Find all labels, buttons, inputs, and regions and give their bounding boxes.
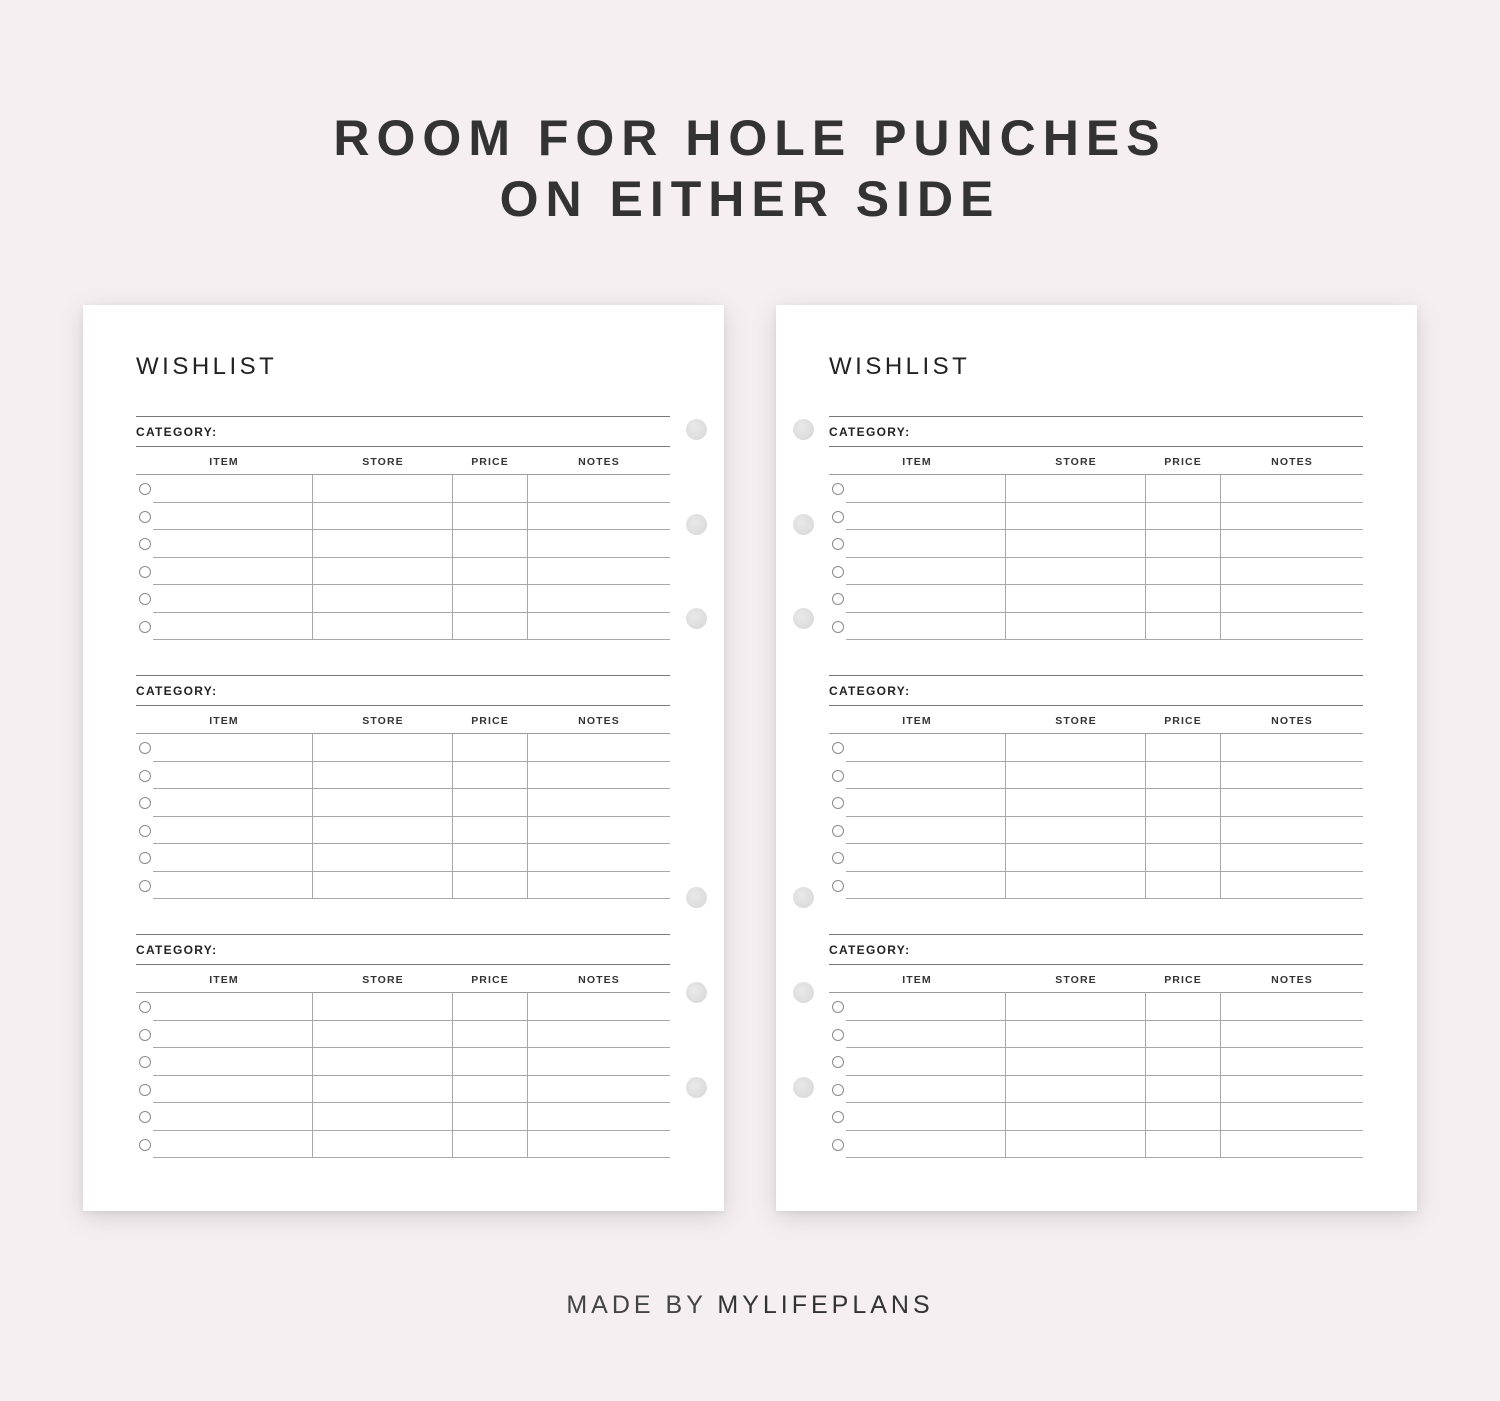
checkbox-circle[interactable] [139, 1056, 151, 1068]
row-rule [153, 788, 670, 789]
column-header-price: PRICE [1164, 456, 1202, 468]
page-title: WISHLIST [136, 353, 278, 380]
planner-page-right [776, 305, 1417, 1211]
checkbox-circle[interactable] [139, 797, 151, 809]
row-rule [153, 761, 670, 762]
category-section [136, 934, 670, 1159]
checkbox-circle[interactable] [832, 797, 844, 809]
row-rule [153, 898, 670, 899]
hole-punch-mark [686, 887, 707, 908]
column-header-store: STORE [362, 456, 404, 468]
row-rule [153, 584, 670, 585]
row-rule [846, 1102, 1363, 1103]
checkbox-circle[interactable] [139, 825, 151, 837]
hole-punch-mark [793, 887, 814, 908]
checkbox-circle[interactable] [139, 1084, 151, 1096]
column-header-item: ITEM [902, 715, 932, 727]
column-header-notes: NOTES [578, 974, 620, 986]
planner-page-left [83, 305, 724, 1211]
category-bottom-rule [136, 446, 670, 447]
column-divider [527, 474, 528, 639]
column-divider [527, 733, 528, 898]
column-header-notes: NOTES [1271, 715, 1313, 727]
checkbox-circle[interactable] [832, 1084, 844, 1096]
checkbox-circle[interactable] [832, 770, 844, 782]
hole-punch-mark [793, 514, 814, 535]
column-header-notes: NOTES [578, 715, 620, 727]
checkbox-circle[interactable] [139, 852, 151, 864]
row-rule [846, 502, 1363, 503]
checkbox-circle[interactable] [139, 483, 151, 495]
category-label: CATEGORY: [136, 425, 218, 439]
column-header-item: ITEM [209, 456, 239, 468]
checkbox-circle[interactable] [139, 621, 151, 633]
header-bottom-rule [829, 733, 1363, 734]
checkbox-circle[interactable] [832, 1056, 844, 1068]
hole-punch-mark [793, 1077, 814, 1098]
row-rule [846, 639, 1363, 640]
column-divider [452, 733, 453, 898]
hole-punch-mark [686, 514, 707, 535]
column-divider [527, 992, 528, 1157]
column-header-item: ITEM [902, 456, 932, 468]
row-rule [846, 843, 1363, 844]
category-top-rule [829, 416, 1363, 417]
row-rule [153, 871, 670, 872]
row-rule [153, 1075, 670, 1076]
page-title: WISHLIST [829, 353, 971, 380]
row-rule [846, 612, 1363, 613]
checkbox-circle[interactable] [832, 511, 844, 523]
category-bottom-rule [829, 964, 1363, 965]
column-header-price: PRICE [1164, 974, 1202, 986]
category-section [136, 416, 670, 641]
category-top-rule [829, 934, 1363, 935]
column-divider [1145, 992, 1146, 1157]
column-divider [1145, 474, 1146, 639]
row-rule [153, 1020, 670, 1021]
category-label: CATEGORY: [136, 684, 218, 698]
row-rule [153, 529, 670, 530]
column-header-store: STORE [1055, 715, 1097, 727]
column-divider [1005, 474, 1006, 639]
hole-punch-mark [686, 419, 707, 440]
row-rule [846, 1047, 1363, 1048]
hole-punch-mark [793, 608, 814, 629]
hole-punch-mark [686, 1077, 707, 1098]
header-bottom-rule [136, 733, 670, 734]
headline-line-2: ON EITHER SIDE [499, 171, 1001, 227]
column-header-item: ITEM [902, 974, 932, 986]
column-header-price: PRICE [471, 974, 509, 986]
checkbox-circle[interactable] [832, 880, 844, 892]
hole-punch-mark [793, 419, 814, 440]
checkbox-circle[interactable] [139, 880, 151, 892]
column-header-store: STORE [1055, 456, 1097, 468]
header-bottom-rule [829, 474, 1363, 475]
column-divider [1145, 733, 1146, 898]
category-section [136, 675, 670, 900]
checkbox-circle[interactable] [832, 1001, 844, 1013]
row-rule [846, 788, 1363, 789]
headline [0, 108, 1500, 230]
checkbox-circle[interactable] [832, 1111, 844, 1123]
row-rule [846, 898, 1363, 899]
checkbox-circle[interactable] [139, 511, 151, 523]
column-divider [1005, 992, 1006, 1157]
category-bottom-rule [136, 705, 670, 706]
column-header-store: STORE [1055, 974, 1097, 986]
checkbox-circle[interactable] [832, 1029, 844, 1041]
column-divider [452, 474, 453, 639]
checkbox-circle[interactable] [832, 593, 844, 605]
checkbox-circle[interactable] [832, 852, 844, 864]
category-label: CATEGORY: [136, 943, 218, 957]
headline-line-1: ROOM FOR HOLE PUNCHES [333, 110, 1167, 166]
column-divider [312, 733, 313, 898]
column-divider [312, 474, 313, 639]
row-rule [153, 557, 670, 558]
footer-credit [0, 1291, 1500, 1320]
category-label: CATEGORY: [829, 943, 911, 957]
header-bottom-rule [136, 992, 670, 993]
checkbox-circle[interactable] [139, 1139, 151, 1151]
category-section [829, 675, 1363, 900]
hole-punch-mark [793, 982, 814, 1003]
column-divider [312, 992, 313, 1157]
checkbox-circle[interactable] [139, 1111, 151, 1123]
category-bottom-rule [829, 446, 1363, 447]
category-top-rule [136, 934, 670, 935]
column-header-price: PRICE [471, 456, 509, 468]
column-header-notes: NOTES [578, 456, 620, 468]
category-section [829, 934, 1363, 1159]
category-top-rule [829, 675, 1363, 676]
column-header-price: PRICE [1164, 715, 1202, 727]
row-rule [846, 1075, 1363, 1076]
checkbox-circle[interactable] [139, 538, 151, 550]
row-rule [153, 502, 670, 503]
row-rule [846, 1130, 1363, 1131]
row-rule [153, 1130, 670, 1131]
row-rule [153, 816, 670, 817]
row-rule [846, 761, 1363, 762]
row-rule [846, 871, 1363, 872]
header-bottom-rule [136, 474, 670, 475]
column-divider [1220, 474, 1221, 639]
column-header-price: PRICE [471, 715, 509, 727]
column-header-notes: NOTES [1271, 974, 1313, 986]
column-header-store: STORE [362, 715, 404, 727]
row-rule [846, 1020, 1363, 1021]
row-rule [846, 1157, 1363, 1158]
header-bottom-rule [829, 992, 1363, 993]
category-top-rule [136, 416, 670, 417]
column-header-store: STORE [362, 974, 404, 986]
checkbox-circle[interactable] [139, 770, 151, 782]
category-bottom-rule [829, 705, 1363, 706]
checkbox-circle[interactable] [832, 742, 844, 754]
category-label: CATEGORY: [829, 684, 911, 698]
footer-prefix: MADE BY [566, 1291, 707, 1319]
checkbox-circle[interactable] [832, 538, 844, 550]
column-header-notes: NOTES [1271, 456, 1313, 468]
checkbox-circle[interactable] [832, 483, 844, 495]
column-divider [1220, 992, 1221, 1157]
checkbox-circle[interactable] [139, 1029, 151, 1041]
column-divider [452, 992, 453, 1157]
category-label: CATEGORY: [829, 425, 911, 439]
checkbox-circle[interactable] [832, 566, 844, 578]
column-header-item: ITEM [209, 715, 239, 727]
checkbox-circle[interactable] [139, 566, 151, 578]
checkbox-circle[interactable] [139, 593, 151, 605]
category-bottom-rule [136, 964, 670, 965]
hole-punch-mark [686, 608, 707, 629]
row-rule [846, 557, 1363, 558]
checkbox-circle[interactable] [832, 825, 844, 837]
row-rule [153, 639, 670, 640]
column-divider [1220, 733, 1221, 898]
row-rule [153, 1102, 670, 1103]
checkbox-circle[interactable] [832, 1139, 844, 1151]
row-rule [153, 843, 670, 844]
checkbox-circle[interactable] [832, 621, 844, 633]
checkbox-circle[interactable] [139, 1001, 151, 1013]
hole-punch-mark [686, 982, 707, 1003]
row-rule [846, 816, 1363, 817]
row-rule [153, 1157, 670, 1158]
row-rule [153, 612, 670, 613]
column-divider [1005, 733, 1006, 898]
row-rule [846, 529, 1363, 530]
row-rule [846, 584, 1363, 585]
checkbox-circle[interactable] [139, 742, 151, 754]
row-rule [153, 1047, 670, 1048]
category-top-rule [136, 675, 670, 676]
footer-brand: MYLIFEPLANS [717, 1291, 934, 1319]
column-header-item: ITEM [209, 974, 239, 986]
category-section [829, 416, 1363, 641]
